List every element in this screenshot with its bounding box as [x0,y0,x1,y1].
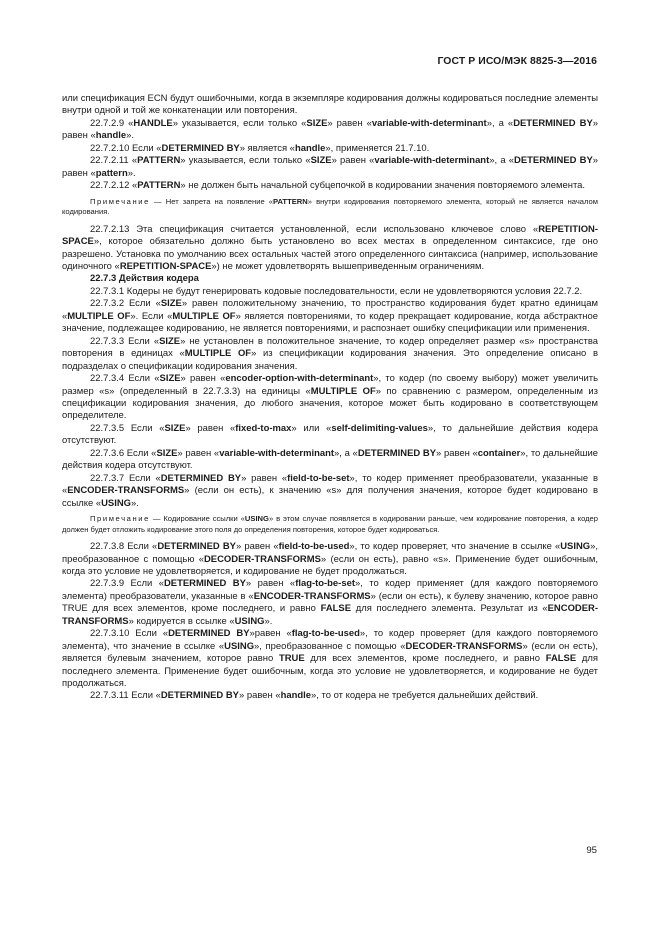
paragraph-22-7-2-10: 22.7.2.10 Если «DETERMINED BY» является «handle», применяется 21.7.10. [90,142,430,154]
paragraph-22-7-3-5: 22.7.3.5 Если «SIZE» равен «fixed-to-max» или «self-delimiting-values», то дальнейшие действия кодера отсутствуют. [62,422,598,447]
paragraph-22-7-3-1: 22.7.3.1 Кодеры не будут генерировать кодовые последовательности, если не удовлетворяются условия 22.7.2. [90,285,583,297]
page-header: ГОСТ Р ИСО/МЭК 8825-3—2016 [437,56,597,67]
note-1: Примечание — Нет запрета на появление «PATTERN» внутри кодирования повторяемого элемента, который не является началом кодирования. [62,196,598,217]
paragraph-22-7-2-11: 22.7.2.11 «PATTERN» указывается, если только «SIZE» равен «variable-with-determinant», а «DETERMINED BY» равен «pattern». [62,155,598,179]
paragraph-continuation: или спецификация ECN будут ошибочными, когда в экземпляре кодирования должны кодироваться последние элементы внутри одной и той же конкатенации или повторения. [62,93,598,117]
section-heading: 22.7.3 Действия кодера [90,273,199,285]
document-body [62,93,598,703]
paragraph-22-7-3-10: 22.7.3.10 Если «DETERMINED BY»равен «flag-to-be-used», то кодер проверяет (для каждого повторяемого элемента), что значение в ссылке «USING», преобразованное с помощью «DECODER-TRANSFORMS» (если он есть), является булевым значением, которое равно TRUE для всех элементов, кроме последнего, и равно FALSE для последнего элемента. Применение будет ошибочным, когда это условие не удовлетворяется, и кодирование не будет продолжаться. [62,628,598,690]
paragraph-22-7-3-9: 22.7.3.9 Если «DETERMINED BY» равен «flag-to-be-set», то кодер применяет (для каждого повторяемого элемента) преобразователи, указанные в «ENCODER-TRANSFORMS» (если он есть), к булеву значению, которое равно TRUE для всех элементов, кроме последнего, и равно FALSE для последнего элемента. Результат из «ENCODER-TRANSFORMS» кодируется в ссылке «USING». [62,578,598,627]
paragraph-22-7-3-3: 22.7.3.3 Если «SIZE» не установлен в положительное значение, то кодер определяет размер «s» пространства повторения в единицах «MULTIPLE OF» из спецификации кодирования значения. Это определение описано в подразделах о спецификации кодирования значения. [62,335,598,372]
paragraph-22-7-2-12: 22.7.2.12 «PATTERN» не должен быть начальной субцепочкой в кодировании значения повторяемого элемента. [90,180,586,192]
paragraph-22-7-3-2: 22.7.3.2 Если «SIZE» равен положительному значению, то пространство кодирования будет кратно единицам «MULTIPLE OF». Если «MULTIPLE OF» является повторениями, то кодер прекращает кодирование, когда абстрактное значение, подлежащее кодированию, не является повторениями, и распознает ошибку спецификации или применения. [62,298,598,335]
paragraph-22-7-3-6: 22.7.3.6 Если «SIZE» равен «variable-with-determinant», а «DETERMINED BY» равен «container», то дальнейшие действия кодера отсутствуют. [62,447,598,472]
paragraph-22-7-2-9: 22.7.2.9 «HANDLE» указывается, если только «SIZE» равен «variable-with-determinant», а «DETERMINED BY» равен «handle». [62,117,598,142]
paragraph-22-7-3-8: 22.7.3.8 Если «DETERMINED BY» равен «field-to-be-used», то кодер проверяет, что значение в ссылке «USING», преобразованное с помощью «DECODER-TRANSFORMS» (если он есть), равно «s». Применение будет ошибочным, когда это условие не удовлетворяется, и кодирование не будет продолжаться. [62,541,598,577]
paragraph-22-7-3-11: 22.7.3.11 Если «DETERMINED BY» равен «handle», то от кодера не требуется дальнейших действий. [90,690,539,702]
paragraph-22-7-3-4: 22.7.3.4 Если «SIZE» равен «encoder-option-with-determinant», то кодер (по своему выбору) может увеличить размер «s» (определенный в 22.7.3.3) на единицы «MULTIPLE OF» по сравнению с размером, определенным из спецификации кодирования значения, до любого значения, которое может быть кодировано в соответствующем определителе. [62,373,598,422]
note-2: Примечание — Кодирование ссылки «USING» в этом случае появляется в кодировании раньше, чем кодирование повторения, а кодер должен будет отложить кодирование этого поля до определения повторения, которое будет кодироваться. [62,514,598,534]
page-number: 95 [586,845,597,856]
paragraph-22-7-2-13: 22.7.2.13 Эта спецификация считается установленной, если использовано ключевое слово «REPETITION-SPACE», которое обязательно должно быть установлено во всех местах в определенном синтаксисе, где оно разрешено. Установка по умолчанию всех остальных частей этого определенного синтаксиса (например, использование одиночного «REPETITION-SPACE») не может удовлетворять вышеприведенным ограничениям. [62,223,598,272]
paragraph-22-7-3-7: 22.7.3.7 Если «DETERMINED BY» равен «field-to-be-set», то кодер применяет преобразователи, указанные в «ENCODER-TRANSFORMS» (если он есть), к значению «s» для получения значения, которое будет кодировано в ссылке «USING». [62,472,598,509]
